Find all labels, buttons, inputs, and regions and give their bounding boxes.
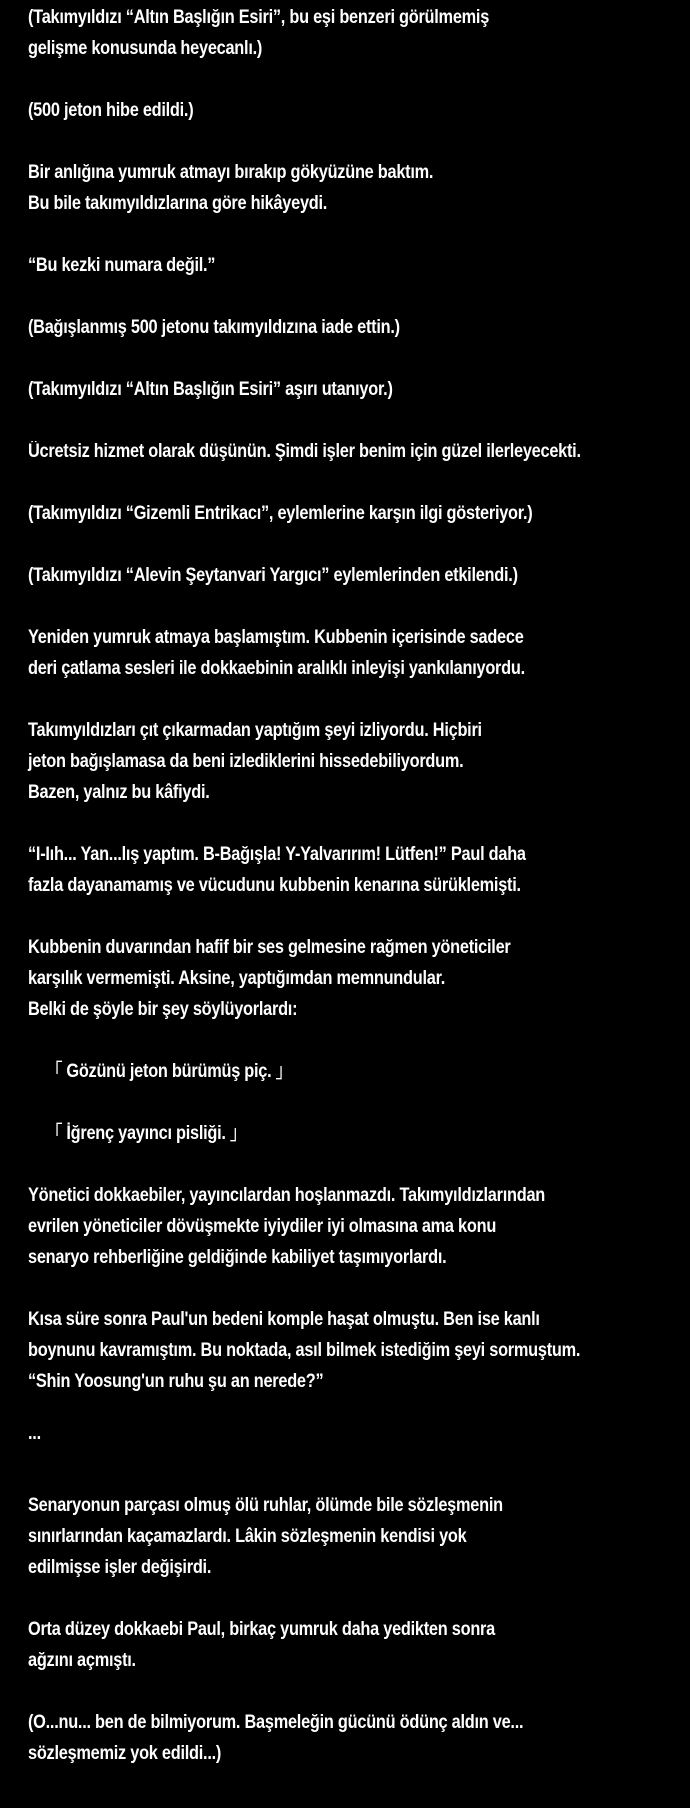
text-line: (Takımyıldızı “Gizemli Entrikacı”, eylemlerine karşın ilgi gösteriyor.) xyxy=(28,503,533,524)
paragraph xyxy=(28,436,581,467)
text-line: Senaryonun parçası olmuş ölü ruhlar, ölümde bile sözleşmenin xyxy=(28,1495,503,1516)
paragraph xyxy=(28,560,518,591)
text-line: edilmişse işler değişirdi. xyxy=(28,1557,212,1578)
paragraph xyxy=(28,1490,503,1583)
text-line: “Shin Yoosung'un ruhu şu an nerede?” xyxy=(28,1371,324,1392)
text-line: fazla dayanamamış ve vücudunu kubbenin kenarına sürüklemişti. xyxy=(28,875,521,896)
text-line: boynunu kavramıştım. Bu noktada, asıl bilmek istediğim şeyi sormuştum. xyxy=(28,1340,581,1361)
text-line: (O...nu... ben de bilmiyorum. Başmeleğin gücünü ödünç aldın ve... xyxy=(28,1712,524,1733)
paragraph xyxy=(28,1614,495,1676)
paragraph xyxy=(28,250,215,281)
text-line: Takımyıldızları çıt çıkarmadan yaptığım şeyi izliyordu. Hiçbiri xyxy=(28,720,482,741)
text-line: Yönetici dokkaebiler, yayıncılardan hoşlanmazdı. Takımyıldızlarından xyxy=(28,1185,546,1206)
text-line: Kısa süre sonra Paul'un bedeni komple haşat olmuştu. Ben ise kanlı xyxy=(28,1309,540,1330)
paragraph xyxy=(28,1418,41,1449)
text-line: 「 İğrenç yayıncı pisliği. 」 xyxy=(46,1123,247,1144)
paragraph xyxy=(28,1707,523,1769)
paragraph xyxy=(28,157,433,219)
paragraph xyxy=(28,622,525,684)
text-line: Kubbenin duvarından hafif bir ses gelmesine rağmen yöneticiler xyxy=(28,937,511,958)
text-line: Yeniden yumruk atmaya başlamıştım. Kubbenin içerisinde sadece xyxy=(28,627,524,648)
paragraph xyxy=(28,1304,580,1397)
text-line: sözleşmemiz yok edildi...) xyxy=(28,1743,222,1764)
text-line: (Takımyıldızı “Altın Başlığın Esiri” aşırı utanıyor.) xyxy=(28,379,393,400)
text-line: (Bağışlanmış 500 jetonu takımyıldızına iade ettin.) xyxy=(28,317,400,338)
paragraph xyxy=(28,95,193,126)
text-line: (Takımyıldızı “Altın Başlığın Esiri”, bu eşi benzeri görülmemiş xyxy=(28,7,490,28)
text-line: 「 Gözünü jeton bürümüş piç. 」 xyxy=(46,1061,292,1082)
text-line: ... xyxy=(28,1423,41,1444)
paragraph xyxy=(28,932,511,1025)
text-line: deri çatlama sesleri ile dokkaebinin aralıklı inleyişi yankılanıyordu. xyxy=(28,658,525,679)
paragraph xyxy=(28,839,526,901)
paragraph xyxy=(28,374,393,405)
text-line: Ücretsiz hizmet olarak düşünün. Şimdi işler benim için güzel ilerleyecekti. xyxy=(28,441,581,462)
text-line: Bir anlığına yumruk atmayı bırakıp gökyüzüne baktım. xyxy=(28,162,434,183)
paragraph xyxy=(28,715,482,808)
paragraph xyxy=(28,1180,545,1273)
text-line: sınırlarından kaçamazlardı. Lâkin sözleşmenin kendisi yok xyxy=(28,1526,467,1547)
text-line: senaryo rehberliğine geldiğinde kabiliyet taşımıyorlardı. xyxy=(28,1247,447,1268)
paragraph xyxy=(28,312,400,343)
paragraph xyxy=(28,2,489,64)
text-line: Orta düzey dokkaebi Paul, birkaç yumruk daha yedikten sonra xyxy=(28,1619,495,1640)
text-line: evrilen yöneticiler dövüşmekte iyiydiler iyi olmasına ama konu xyxy=(28,1216,497,1237)
paragraph xyxy=(28,498,532,529)
text-line: karşılık vermemişti. Aksine, yaptığımdan memnundular. xyxy=(28,968,446,989)
text-line: “Bu kezki numara değil.” xyxy=(28,255,216,276)
text-line: ağzını açmıştı. xyxy=(28,1650,136,1671)
text-line: jeton bağışlamasa da beni izlediklerini hissedebiliyordum. xyxy=(28,751,464,772)
text-line: Bu bile takımyıldızlarına göre hikâyeydi. xyxy=(28,193,328,214)
text-line: gelişme konusunda heyecanlı.) xyxy=(28,38,263,59)
quote-paragraph xyxy=(46,1056,292,1087)
text-line: (500 jeton hibe edildi.) xyxy=(28,100,194,121)
quote-paragraph xyxy=(46,1118,246,1149)
text-line: Belki de şöyle bir şey söylüyorlardı: xyxy=(28,999,298,1020)
text-line: “I-Iıh... Yan...lış yaptım. B-Bağışla! Y-Yalvarırım! Lütfen!” Paul daha xyxy=(28,844,526,865)
text-line: (Takımyıldızı “Alevin Şeytanvari Yargıcı” eylemlerinden etkilendi.) xyxy=(28,565,518,586)
text-line: Bazen, yalnız bu kâfiydi. xyxy=(28,782,210,803)
